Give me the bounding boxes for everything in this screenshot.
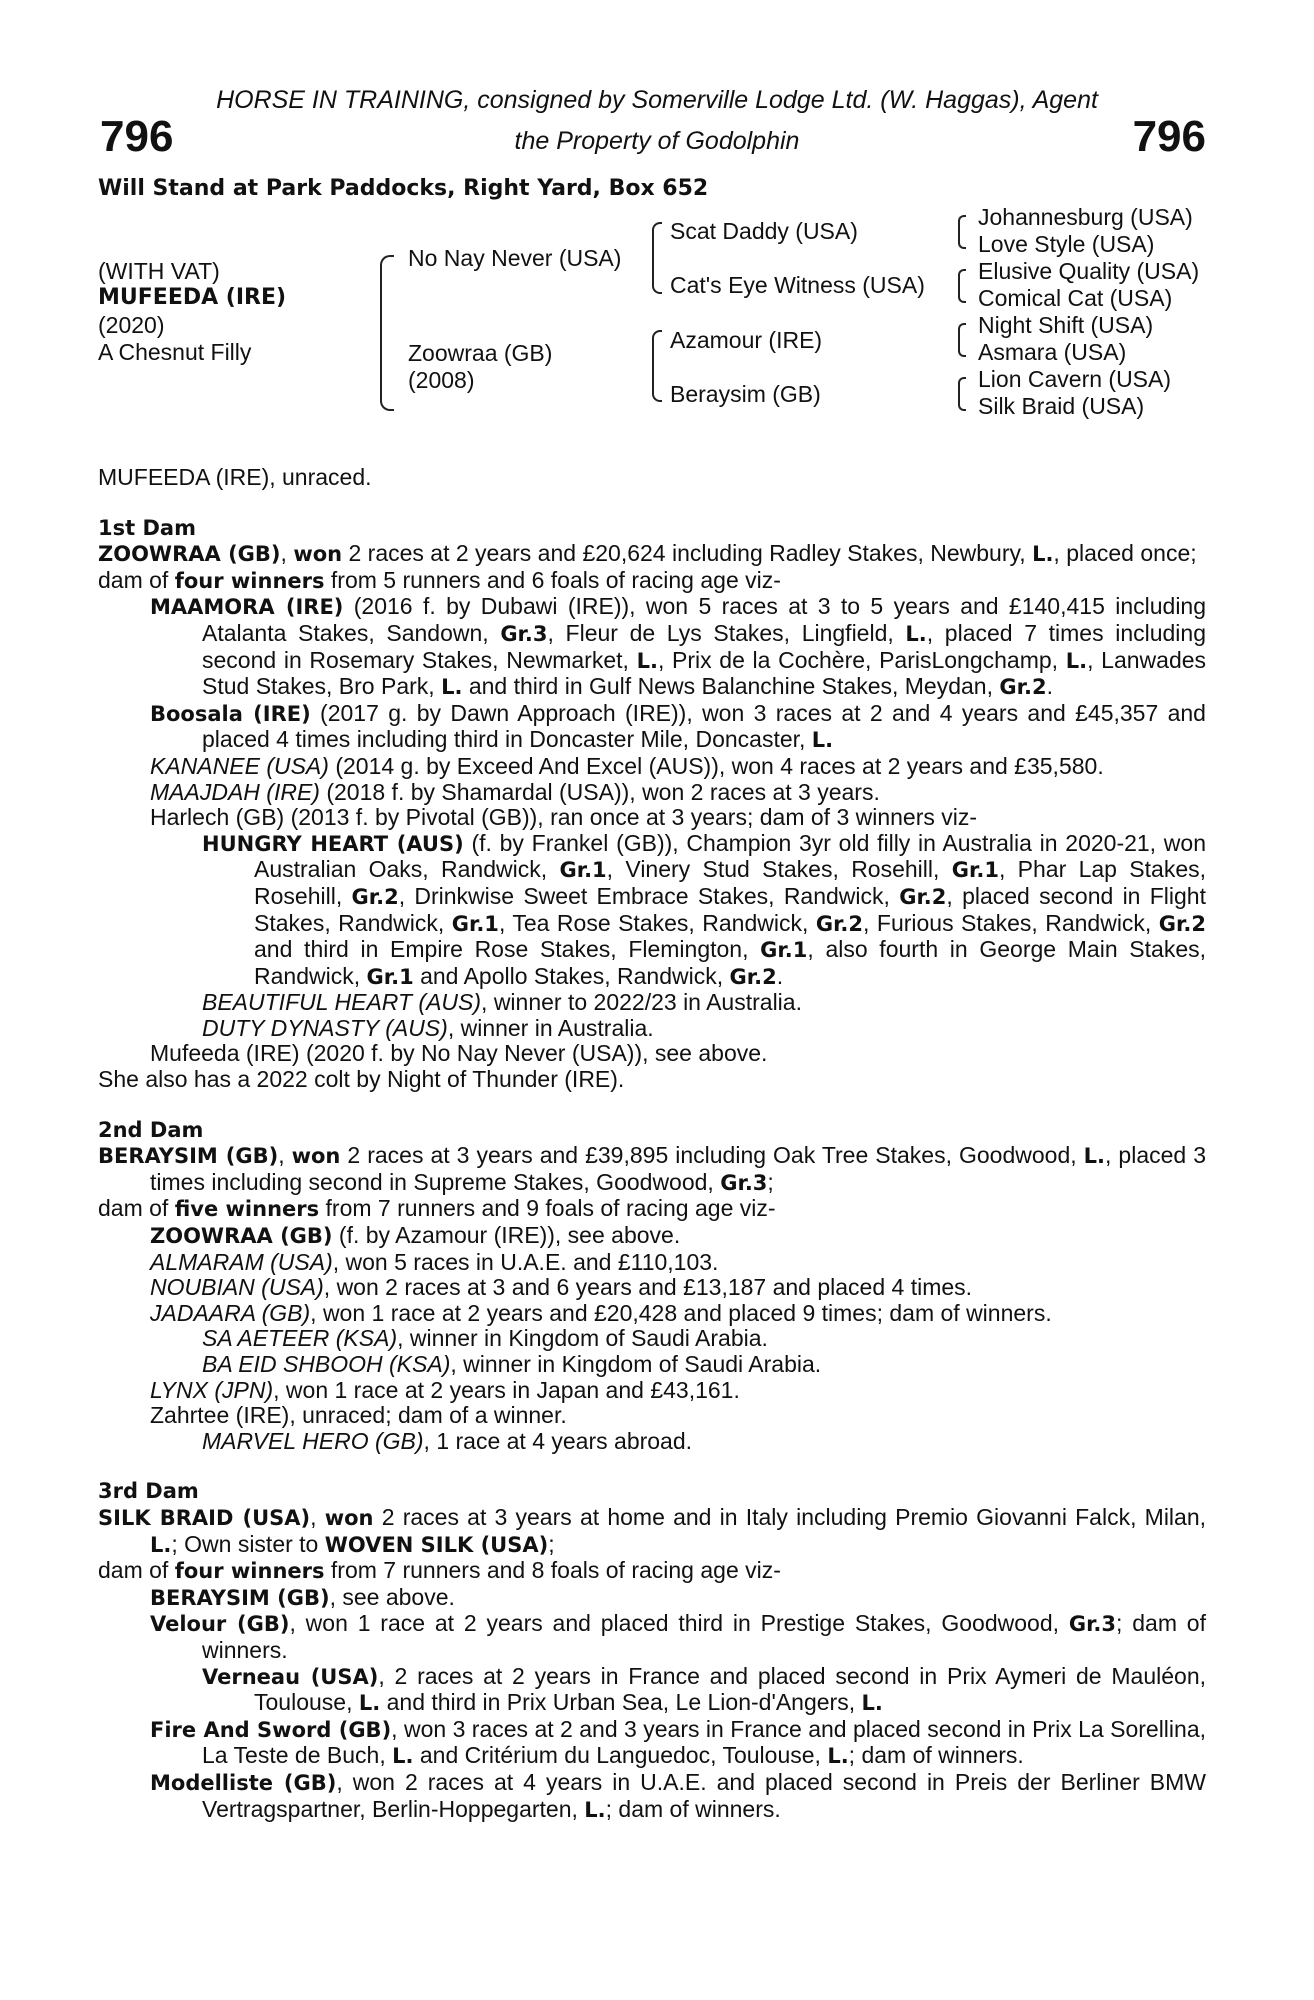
- pedigree-brace-main: [380, 255, 394, 411]
- sire-sire: Scat Daddy (USA): [670, 218, 858, 244]
- horse-description: A Chesnut Filly: [98, 339, 252, 365]
- produce-maamora: MAAMORA (IRE) (2016 f. by Dubawi (IRE)), won 5 races at 3 to 5 years and £140,415 including Atalanta Stakes, Sandown, Gr.3, Fleur de Lys Stakes, Lingfield, L., placed 7 times including second in Rosemary Stakes, Newmarket, L., Prix de la Cochère, ParisLongchamp, L., Lanwades Stud Stakes, Bro Park, L. and third in Gulf News Balanchine Stakes, Meydan, Gr.2.: [150, 593, 1207, 700]
- first-dam-produce: dam of four winners from 5 runners and 6 foals of racing age viz-: [98, 566, 781, 593]
- second-dam-record: BERAYSIM (GB), won 2 races at 3 years and £39,895 including Oak Tree Stakes, Goodwood, L., placed 3 times including second in Supreme Stakes, Goodwood, Gr.3;: [98, 1142, 1206, 1195]
- first-dam-heading: 1st Dam: [98, 515, 196, 540]
- ped-ssd: Love Style (USA): [978, 231, 1155, 257]
- catalogue-owner-line: the Property of Godolphin: [514, 127, 800, 155]
- ped-sds: Elusive Quality (USA): [978, 258, 1200, 284]
- sire-dam: Cat's Eye Witness (USA): [670, 272, 925, 298]
- third-dam-record: SILK BRAID (USA), won 2 races at 3 years at home and in Italy including Premio Giovanni Falck, Milan, L.; Own sister to WOVEN SILK (USA);: [98, 1503, 1207, 1557]
- stable-location: Will Stand at Park Paddocks, Right Yard, Box 652: [98, 176, 709, 201]
- produce-zoowraa: ZOOWRAA (GB) (f. by Azamour (IRE)), see above.: [150, 1222, 681, 1249]
- produce-sa-aeteer: SA AETEER (KSA), winner in Kingdom of Saudi Arabia.: [202, 1325, 768, 1352]
- produce-almaram: ALMARAM (USA), won 5 races in U.A.E. and £110,103.: [150, 1248, 719, 1275]
- ped-dss: Night Shift (USA): [978, 312, 1154, 338]
- produce-zahrtee: Zahrtee (IRE), unraced; dam of a winner.: [150, 1402, 567, 1429]
- produce-hungry-heart: HUNGRY HEART (AUS) (f. by Frankel (GB)), Champion 3yr old filly in Australia in 2020-21, won Australian Oaks, Randwick, Gr.1, Vinery Stud Stakes, Rosehill, Gr.1, Phar Lap Stakes, Rosehill, Gr.2, Drinkwise Sweet Embrace Stakes, Randwick, Gr.2, placed second in Flight Stakes, Randwick, Gr.1, Tea Rose Stakes, Randwick, Gr.2, Furious Stakes, Randwick, Gr.2 and third in Empire Rose Stakes, Flemington, Gr.1, also fourth in George Main Stakes, Randwick, Gr.1 and Apollo Stakes, Randwick, Gr.2.: [202, 829, 1207, 989]
- produce-beautiful-heart: BEAUTIFUL HEART (AUS), winner to 2022/23 in Australia.: [202, 989, 802, 1016]
- produce-harlech: Harlech (GB) (2013 f. by Pivotal (GB)), ran once at 3 years; dam of 3 winners viz-: [150, 804, 978, 831]
- brace-g3-4: [958, 377, 966, 411]
- catalogue-body: [98, 465, 1206, 1823]
- produce-mufeeda: Mufeeda (IRE) (2020 f. by No Nay Never (USA)), see above.: [150, 1040, 768, 1067]
- produce-jadaara: JADAARA (GB), won 1 race at 2 years and £20,428 and placed 9 times; dam of winners.: [150, 1299, 1052, 1326]
- produce-lynx: LYNX (JPN), won 1 race at 2 years in Japan and £43,161.: [150, 1376, 740, 1403]
- first-dam-also: She also has a 2022 colt by Night of Thunder (IRE).: [98, 1066, 625, 1093]
- sire-name: No Nay Never (USA): [408, 245, 622, 271]
- lot-number-left: 796: [100, 112, 174, 161]
- dam-name: Zoowraa (GB): [408, 340, 553, 366]
- produce-verneau: Verneau (USA), 2 races at 2 years in France and placed second in Prix Aymeri de Mauléon, Toulouse, L. and third in Prix Urban Sea, Le Lion-d'Angers, L.: [202, 1662, 1206, 1716]
- horse-year: (2020): [98, 312, 165, 338]
- second-dam-produce: dam of five winners from 7 runners and 9 foals of racing age viz-: [98, 1195, 776, 1222]
- ped-ddd: Silk Braid (USA): [978, 393, 1145, 419]
- produce-marvel-hero: MARVEL HERO (GB), 1 race at 4 years abroad.: [202, 1427, 693, 1454]
- produce-modelliste: Modelliste (GB), won 2 races at 4 years in U.A.E. and placed second in Preis der Berliner BMW Vertragspartner, Berlin-Hoppegarten, L.; dam of winners.: [150, 1768, 1206, 1822]
- lot-number-right: 796: [1132, 112, 1206, 161]
- dam-sire: Azamour (IRE): [670, 327, 823, 353]
- dam-dam: Beraysim (GB): [670, 381, 821, 407]
- brace-g3-2: [958, 269, 966, 303]
- unraced-intro: MUFEEDA (IRE), unraced.: [98, 464, 372, 490]
- produce-fire-and-sword: Fire And Sword (GB), won 3 races at 2 and 3 years in France and placed second in Prix La Sorellina, La Teste de Buch, L. and Critérium du Languedoc, Toulouse, L.; dam of winners.: [150, 1715, 1206, 1769]
- ped-dsd: Asmara (USA): [978, 339, 1127, 365]
- brace-g3-1: [958, 215, 966, 249]
- produce-boosala: Boosala (IRE) (2017 g. by Dawn Approach (IRE)), won 3 races at 2 and 4 years and £45,357 and placed 4 times including third in Doncaster Mile, Doncaster, L.: [150, 699, 1206, 753]
- dam-year: (2008): [408, 367, 475, 393]
- third-dam-heading: 3rd Dam: [98, 1479, 199, 1504]
- pedigree-brace-dam: [652, 330, 662, 402]
- vat-note: (WITH VAT): [98, 258, 220, 284]
- ped-sss: Johannesburg (USA): [978, 204, 1193, 230]
- produce-kananee: KANANEE (USA) (2014 g. by Exceed And Excel (AUS)), won 4 races at 2 years and £35,580.: [150, 752, 1104, 779]
- produce-maajdah: MAAJDAH (IRE) (2018 f. by Shamardal (USA)), won 2 races at 3 years.: [150, 778, 880, 805]
- brace-g3-3: [958, 323, 966, 357]
- produce-noubian: NOUBIAN (USA), won 2 races at 3 and 6 years and £13,187 and placed 4 times.: [150, 1274, 973, 1301]
- produce-beraysim: BERAYSIM (GB), see above.: [150, 1583, 455, 1610]
- second-dam-heading: 2nd Dam: [98, 1117, 204, 1142]
- produce-duty-dynasty: DUTY DYNASTY (AUS), winner in Australia.: [202, 1014, 654, 1041]
- first-dam-record: ZOOWRAA (GB), won 2 races at 2 years and £20,624 including Radley Stakes, Newbury, L., placed once;: [98, 540, 1197, 567]
- catalogue-consignor-line: HORSE IN TRAINING, consigned by Somerville Lodge Ltd. (W. Haggas), Agent: [216, 86, 1098, 114]
- horse-name: MUFEEDA (IRE): [98, 285, 287, 310]
- ped-dds: Lion Cavern (USA): [978, 366, 1172, 392]
- ped-sdd: Comical Cat (USA): [978, 285, 1173, 311]
- produce-velour: Velour (GB), won 1 race at 2 years and placed third in Prestige Stakes, Goodwood, Gr.3; dam of winners.: [150, 1610, 1206, 1663]
- produce-ba-eid-shbooh: BA EID SHBOOH (KSA), winner in Kingdom of Saudi Arabia.: [202, 1351, 822, 1377]
- pedigree-brace-sire: [652, 222, 662, 294]
- third-dam-produce: dam of four winners from 7 runners and 8 foals of racing age viz-: [98, 1557, 781, 1584]
